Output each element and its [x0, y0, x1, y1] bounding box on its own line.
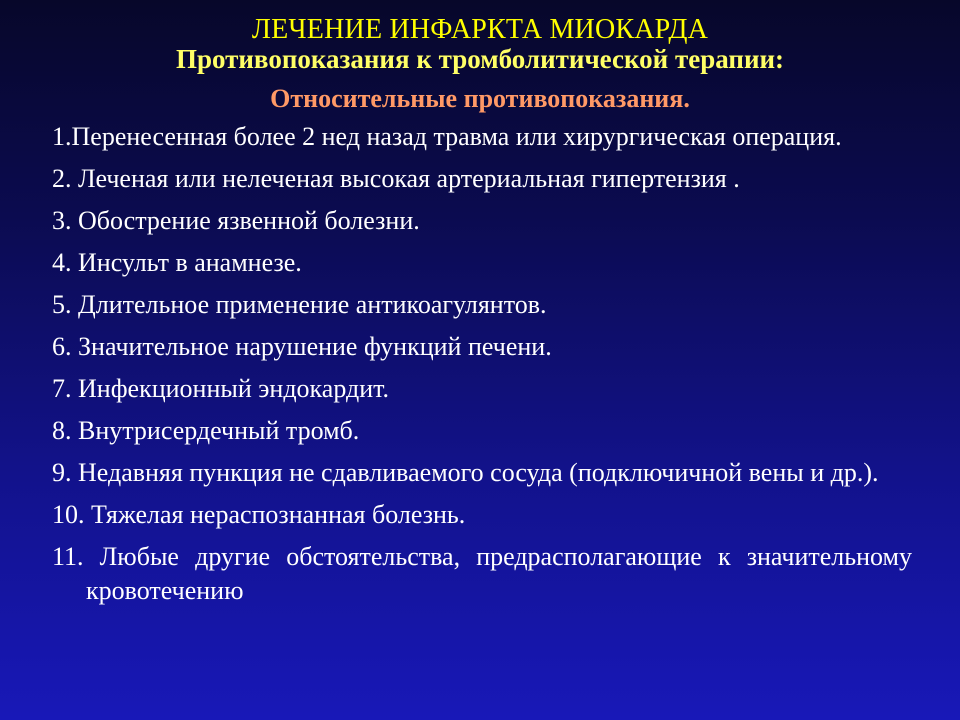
list-item-4: 4. Инсульт в анамнезе. [52, 248, 302, 277]
section-heading: Относительные противопоказания. [270, 84, 690, 113]
slide-title: ЛЕЧЕНИЕ ИНФАРКТА МИОКАРДА [251, 14, 709, 45]
list-item-10: 10. Тяжелая нераспознанная болезнь. [52, 500, 466, 529]
contraindications-list [52, 120, 912, 616]
list-item-7: 7. Инфекционный эндокардит. [52, 374, 390, 403]
list-item-3: 3. Обострение язвенной болезни. [52, 206, 420, 235]
slide-subtitle: Противопоказания к тромболитической терапии: [175, 44, 785, 74]
list-item-6: 6. Значительное нарушение функций печени. [52, 332, 552, 361]
list-item-2: 2. Леченая или нелеченая высокая артериальная гипертензия . [52, 164, 740, 193]
list-item-11: 11. Любые другие обстоятельства, предрасполагающие к значительному кровотечению [52, 542, 912, 605]
list-item-1: 1.Перенесенная более 2 нед назад травма или хирургическая операция. [52, 122, 842, 151]
list-item-8: 8. Внутрисердечный тромб. [52, 416, 360, 445]
list-item-5: 5. Длительное применение антикоагулянтов. [52, 290, 547, 319]
list-item-9: 9. Недавняя пункция не сдавливаемого сосуда (подключичной вены и др.). [52, 458, 879, 487]
